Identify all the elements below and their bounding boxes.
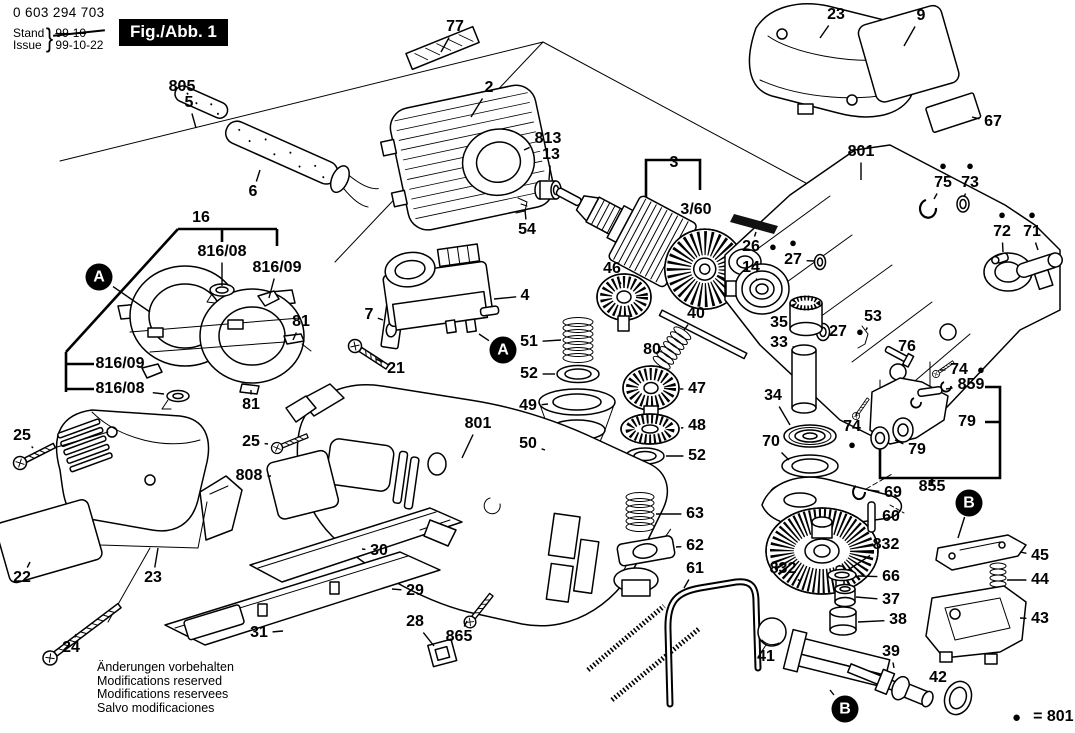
part-callout-41: 41 <box>757 648 775 665</box>
part-callout-72: 72 ● <box>993 207 1011 240</box>
part-callout-77: 77 <box>446 18 464 35</box>
part-callout-21: 21 <box>387 360 405 377</box>
revision-note-line: Salvo modificaciones <box>97 700 215 715</box>
part-callout-25: 25 <box>13 427 31 444</box>
part-callout-23: 23 <box>827 6 845 23</box>
part-callout-832: 832 <box>769 560 797 577</box>
part-callout-66: 66 <box>882 568 900 585</box>
included-in-801-dot-icon: ● <box>769 239 777 254</box>
part-callout-60: 60 <box>882 508 900 525</box>
part-callout-22: 22 <box>13 569 31 586</box>
part-callout-855: 855 <box>918 478 946 495</box>
part-callout-47: 47 <box>688 380 706 397</box>
part-callout-81: 81 <box>242 396 260 413</box>
part-callout-38: 38 <box>889 611 907 628</box>
part-callout-816-08: 816/08 <box>95 380 145 397</box>
revision-block <box>13 23 105 54</box>
part-callout-48: 48 <box>688 417 706 434</box>
detail-marker-B: B <box>832 696 859 723</box>
part-callout-50: 50 <box>519 435 537 452</box>
stand-label: Stand <box>13 25 45 40</box>
part-callout-33: 33 <box>770 334 788 351</box>
part-callout-816-09: 816/09 <box>252 259 302 276</box>
part-callout-27: 27 ● <box>784 235 802 268</box>
included-in-801-dot-icon: ● <box>998 207 1006 222</box>
part-callout-46: 46 <box>603 260 621 277</box>
brace-glyph: } <box>46 23 54 53</box>
part-callout-71: 71 ● <box>1023 207 1041 240</box>
part-callout-4: 4 <box>520 287 530 304</box>
part-callout-39: 39 <box>882 643 900 660</box>
part-callout-37: 37 <box>882 591 900 608</box>
part-callout-16: 16 <box>192 209 210 226</box>
part-callout-2: 2 <box>484 79 494 96</box>
part-callout-26: 26 ● <box>742 238 777 255</box>
part-callout-70: 70 <box>762 433 780 450</box>
part-callout-832: 832 <box>872 536 900 553</box>
part-callout-25: 25 <box>242 433 260 450</box>
part-callout-6: 6 <box>248 183 258 200</box>
stand-date-struck: 99-10 <box>55 27 103 39</box>
part-callout-859: 859 <box>957 376 985 393</box>
part-callout-865: 865 <box>445 628 473 645</box>
part-callout-80: 80 <box>643 341 661 358</box>
part-callout-30: 30 <box>370 542 388 559</box>
part-callout-9: 9 <box>916 7 926 24</box>
part-callout-34: 34 <box>764 387 782 404</box>
part-callout-23: 23 <box>144 569 162 586</box>
included-in-801-dot-icon: ● <box>966 158 974 173</box>
included-in-801-dot-icon: ● <box>856 324 864 339</box>
revision-note-line: Modifications reserved <box>97 673 223 688</box>
part-callout-79: 79 <box>958 413 976 430</box>
part-callout-801: 801 <box>464 415 492 432</box>
included-in-801-dot-icon: ● <box>977 362 985 377</box>
part-callout-45: 45 <box>1031 547 1049 564</box>
part-callout-52: 52 <box>520 365 538 382</box>
legend-dot-icon: ● <box>1012 708 1022 726</box>
detail-marker-A: A <box>86 264 113 291</box>
included-in-801-dot-icon: ● <box>848 437 856 452</box>
part-callout-81: 81 <box>292 313 310 330</box>
part-callout-69: 69 <box>884 484 902 501</box>
part-callout-808: 808 <box>235 467 263 484</box>
title-block <box>13 5 105 54</box>
part-callout-7: 7 <box>364 306 374 323</box>
part-callout-51: 51 <box>520 333 538 350</box>
detail-marker-A: A <box>490 337 517 364</box>
part-callout-3-60: 3/60 <box>680 201 712 218</box>
part-callout-5: 5 <box>184 94 194 111</box>
legend <box>1012 709 1074 725</box>
part-callout-53: 53 <box>864 308 882 325</box>
part-callout-42: 42 <box>929 669 947 686</box>
part-callout-28: 28 <box>406 613 424 630</box>
part-callout-14: 14 <box>742 259 760 276</box>
part-callout-79: 79 <box>908 441 926 458</box>
included-in-801-dot-icon: ● <box>939 158 947 173</box>
included-in-801-dot-icon: ● <box>789 235 797 250</box>
part-callout-29: 29 <box>406 582 424 599</box>
part-callout-74: 74 ● <box>843 418 861 452</box>
part-callout-61: 61 <box>686 560 704 577</box>
part-callout-54: 54 <box>518 221 536 238</box>
part-callout-67: 67 <box>984 113 1002 130</box>
part-callout-44: 44 <box>1031 571 1049 588</box>
revision-notes <box>97 661 234 715</box>
part-callout-24: 24 <box>62 639 80 656</box>
legend-text: = 801 <box>1033 708 1074 725</box>
part-callout-27: 27 ● <box>829 323 864 340</box>
part-callout-3: 3 <box>669 154 679 171</box>
part-callout-75: 75 ● <box>934 158 952 191</box>
part-callout-73: 73 ● <box>961 158 979 191</box>
part-callout-63: 63 <box>686 505 704 522</box>
part-callout-49: 49 <box>519 397 537 414</box>
included-in-801-dot-icon: ● <box>1028 207 1036 222</box>
part-callout-13: 13 <box>542 146 560 163</box>
part-callout-62: 62 <box>686 537 704 554</box>
detail-marker-B: B <box>956 490 983 517</box>
part-callout-40: 40 <box>687 305 705 322</box>
issue-label: Issue <box>13 37 42 52</box>
part-callout-813: 813 <box>534 130 562 147</box>
part-callout-801: 801 <box>847 143 875 160</box>
issue-date: 99-10-22 <box>55 37 104 52</box>
figure-label: Fig./Abb. 1 <box>119 19 228 46</box>
part-callout-52: 52 <box>688 447 706 464</box>
part-callout-35: 35 <box>770 314 788 331</box>
part-callout-31: 31 <box>250 624 268 641</box>
part-callout-816-08: 816/08 <box>197 243 247 260</box>
order-number: 0 603 294 703 <box>13 5 105 20</box>
part-callout-816-09: 816/09 <box>95 355 145 372</box>
revision-note-line: Modifications reservees <box>97 687 229 701</box>
part-callout-43: 43 <box>1031 610 1049 627</box>
part-callout-805: 805 <box>168 78 196 95</box>
part-callout-76: 76 <box>898 338 916 355</box>
revision-note-line: Änderungen vorbehalten <box>97 660 234 674</box>
part-callout-74: 74 ● <box>950 361 985 378</box>
